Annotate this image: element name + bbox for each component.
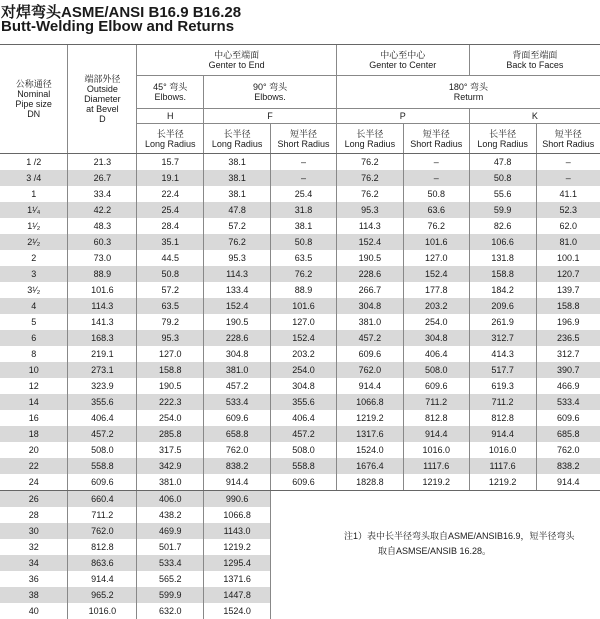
table-cell: 222.3 xyxy=(137,394,204,410)
table-cell: 28 xyxy=(0,507,68,523)
header-symbol-f: F xyxy=(204,109,337,124)
table-cell: 95.3 xyxy=(204,250,271,266)
empty-cell xyxy=(336,571,403,587)
table-cell: 76.2 xyxy=(403,218,469,234)
table-cell: 1066.8 xyxy=(336,394,403,410)
table-cell: 20 xyxy=(0,442,68,458)
empty-cell xyxy=(469,571,536,587)
table-cell: – xyxy=(271,170,337,186)
table-cell: 342.9 xyxy=(137,458,204,474)
table-cell: 63.5 xyxy=(137,298,204,314)
table-cell: 1016.0 xyxy=(403,442,469,458)
table-cell: 457.2 xyxy=(68,426,137,442)
table-cell: 533.4 xyxy=(204,394,271,410)
table-cell: 1 xyxy=(0,186,68,202)
table-cell: 381.0 xyxy=(336,314,403,330)
table-row xyxy=(0,346,600,362)
table-cell: 914.4 xyxy=(204,474,271,491)
table-cell: 141.3 xyxy=(68,314,137,330)
table-cell: – xyxy=(271,154,337,171)
table-cell: 184.2 xyxy=(469,282,536,298)
table-cell: 76.2 xyxy=(336,186,403,202)
table-cell: 28.4 xyxy=(137,218,204,234)
table-row xyxy=(0,154,600,171)
table-cell: 1066.8 xyxy=(204,507,271,523)
table-row xyxy=(0,314,600,330)
header-long-radius: 长半径 Long Radius xyxy=(137,124,204,154)
table-cell: 38.1 xyxy=(271,218,337,234)
table-cell: 466.9 xyxy=(536,378,600,394)
table-cell: 266.7 xyxy=(336,282,403,298)
table-cell: 21.3 xyxy=(68,154,137,171)
table-cell: 508.0 xyxy=(271,442,337,458)
table-row xyxy=(0,426,600,442)
table-cell: 355.6 xyxy=(68,394,137,410)
table-cell: 79.2 xyxy=(137,314,204,330)
header-45-elbow: 45° 弯头 Elbows. xyxy=(137,76,204,109)
table-cell: 50.8 xyxy=(469,170,536,186)
table-cell: 457.2 xyxy=(204,378,271,394)
table-cell: 1016.0 xyxy=(68,603,137,619)
table-row xyxy=(0,507,600,523)
table-cell: 914.4 xyxy=(469,426,536,442)
table-cell: 16 xyxy=(0,410,68,426)
table-cell: 228.6 xyxy=(204,330,271,346)
table-cell: 106.6 xyxy=(469,234,536,250)
table-row xyxy=(0,250,600,266)
table-cell: 254.0 xyxy=(403,314,469,330)
table-cell: 812.8 xyxy=(403,410,469,426)
table-cell: 26 xyxy=(0,491,68,508)
table-cell: 38.1 xyxy=(204,154,271,171)
table-cell: 55.6 xyxy=(469,186,536,202)
empty-cell xyxy=(271,603,337,619)
table-cell: 4 xyxy=(0,298,68,314)
table-cell: 30 xyxy=(0,523,68,539)
table-cell: 517.7 xyxy=(469,362,536,378)
table-cell: 381.0 xyxy=(204,362,271,378)
header-nominal-size: 公称通径 Nominal Pipe size DN xyxy=(0,45,68,154)
table-cell: 236.5 xyxy=(536,330,600,346)
table-cell: 1143.0 xyxy=(204,523,271,539)
empty-cell xyxy=(536,507,600,523)
table-cell: 50.8 xyxy=(271,234,337,250)
table-cell: 323.9 xyxy=(68,378,137,394)
table-cell: 139.7 xyxy=(536,282,600,298)
empty-cell xyxy=(336,491,403,508)
table-cell: 158.8 xyxy=(536,298,600,314)
header-short-radius: 短半径 Short Radius xyxy=(271,124,337,154)
table-cell: 101.6 xyxy=(271,298,337,314)
table-row xyxy=(0,170,600,186)
empty-cell xyxy=(271,555,337,571)
table-cell: 762.0 xyxy=(204,442,271,458)
table-cell: 38.1 xyxy=(204,186,271,202)
table-cell: 38 xyxy=(0,587,68,603)
header-90-elbow: 90° 弯头 Elbows. xyxy=(204,76,337,109)
table-cell: 632.0 xyxy=(137,603,204,619)
table-cell: 1 /2 xyxy=(0,154,68,171)
table-cell: 914.4 xyxy=(336,378,403,394)
table-cell: 1371.6 xyxy=(204,571,271,587)
table-row xyxy=(0,234,600,250)
table-cell: 1219.2 xyxy=(469,474,536,491)
empty-cell xyxy=(403,603,469,619)
table-cell: 685.8 xyxy=(536,426,600,442)
header-long-radius: 长半径 Long Radius xyxy=(204,124,271,154)
table-cell: 273.1 xyxy=(68,362,137,378)
table-cell: 304.8 xyxy=(271,378,337,394)
table-cell: 158.8 xyxy=(469,266,536,282)
table-cell: 317.5 xyxy=(137,442,204,458)
table-cell: 38.1 xyxy=(204,170,271,186)
table-cell: 3¹⁄₂ xyxy=(0,282,68,298)
table-cell: 19.1 xyxy=(137,170,204,186)
table-cell: 3 /4 xyxy=(0,170,68,186)
table-row xyxy=(0,362,600,378)
table-cell: 1447.8 xyxy=(204,587,271,603)
header-center-to-end: 中心至端面 Genter to End xyxy=(137,45,337,76)
table-cell: 533.4 xyxy=(137,555,204,571)
table-cell: 219.1 xyxy=(68,346,137,362)
table-cell: 658.8 xyxy=(204,426,271,442)
table-cell: 508.0 xyxy=(403,362,469,378)
table-cell: 101.6 xyxy=(68,282,137,298)
table-cell: 1524.0 xyxy=(204,603,271,619)
table-cell: 711.2 xyxy=(68,507,137,523)
table-cell: 1317.6 xyxy=(336,426,403,442)
table-cell: 50.8 xyxy=(137,266,204,282)
table-cell: 100.1 xyxy=(536,250,600,266)
table-cell: 228.6 xyxy=(336,266,403,282)
table-row xyxy=(0,202,600,218)
table-cell: – xyxy=(403,170,469,186)
table-cell: 762.0 xyxy=(336,362,403,378)
table-cell: 261.9 xyxy=(469,314,536,330)
table-row xyxy=(0,571,600,587)
table-cell: 62.0 xyxy=(536,218,600,234)
table-cell: 152.4 xyxy=(271,330,337,346)
header-outside-diameter: 端部外径 Outside Diameter at Bevel D xyxy=(68,45,137,154)
table-cell: 619.3 xyxy=(469,378,536,394)
empty-cell xyxy=(536,571,600,587)
table-cell: 131.8 xyxy=(469,250,536,266)
empty-cell xyxy=(469,603,536,619)
table-cell: 127.0 xyxy=(137,346,204,362)
table-cell: 48.3 xyxy=(68,218,137,234)
table-cell: 190.5 xyxy=(137,378,204,394)
table-cell: 609.6 xyxy=(336,346,403,362)
table-cell: 42.2 xyxy=(68,202,137,218)
table-cell: 254.0 xyxy=(271,362,337,378)
table-cell: 63.6 xyxy=(403,202,469,218)
table-cell: 40 xyxy=(0,603,68,619)
table-cell: 1295.4 xyxy=(204,555,271,571)
table-cell: 390.7 xyxy=(536,362,600,378)
table-cell: 76.2 xyxy=(336,170,403,186)
header-center-to-center: 中心至中心 Genter to Center xyxy=(336,45,469,76)
table-cell: 469.9 xyxy=(137,523,204,539)
table-row xyxy=(0,410,600,426)
table-cell: 127.0 xyxy=(271,314,337,330)
table-row xyxy=(0,442,600,458)
table-cell: 47.8 xyxy=(204,202,271,218)
table-row xyxy=(0,378,600,394)
table-cell: 5 xyxy=(0,314,68,330)
table-cell: 33.4 xyxy=(68,186,137,202)
empty-cell xyxy=(336,507,403,523)
table-cell: – xyxy=(536,154,600,171)
title-en: Butt-Welding Elbow and Returns xyxy=(1,18,234,35)
table-cell: 304.8 xyxy=(336,298,403,314)
empty-cell xyxy=(403,507,469,523)
table-cell: 88.9 xyxy=(68,266,137,282)
table-cell: 196.9 xyxy=(536,314,600,330)
table-cell: 101.6 xyxy=(403,234,469,250)
table-cell: 35.1 xyxy=(137,234,204,250)
header-long-radius: 长半径 Long Radius xyxy=(336,124,403,154)
empty-cell xyxy=(403,491,469,508)
table-row xyxy=(0,186,600,202)
table-cell: 406.0 xyxy=(137,491,204,508)
header-180-return: 180° 弯头 Returm xyxy=(336,76,600,109)
table-cell: 209.6 xyxy=(469,298,536,314)
table-cell: 609.6 xyxy=(536,410,600,426)
table-cell: 14 xyxy=(0,394,68,410)
header-back-to-faces: 背面至端面 Back to Faces xyxy=(469,45,600,76)
table-cell: 1¹⁄₂ xyxy=(0,218,68,234)
table-cell: 1219.2 xyxy=(336,410,403,426)
table-cell: 609.6 xyxy=(403,378,469,394)
table-cell: 50.8 xyxy=(403,186,469,202)
table-cell: 304.8 xyxy=(204,346,271,362)
table-cell: 609.6 xyxy=(204,410,271,426)
table-cell: 22 xyxy=(0,458,68,474)
table-cell: 63.5 xyxy=(271,250,337,266)
table-cell: 120.7 xyxy=(536,266,600,282)
table-cell: 414.3 xyxy=(469,346,536,362)
table-cell: 31.8 xyxy=(271,202,337,218)
table-cell: 838.2 xyxy=(204,458,271,474)
table-cell: 312.7 xyxy=(469,330,536,346)
table-cell: 152.4 xyxy=(336,234,403,250)
table-cell: 1524.0 xyxy=(336,442,403,458)
table-cell: 965.2 xyxy=(68,587,137,603)
table-cell: 6 xyxy=(0,330,68,346)
table-cell: 95.3 xyxy=(336,202,403,218)
table-cell: 457.2 xyxy=(271,426,337,442)
header-symbol-k: K xyxy=(469,109,600,124)
footnote xyxy=(344,529,575,559)
header-symbol-h: H xyxy=(137,109,204,124)
table-cell: 711.2 xyxy=(469,394,536,410)
table-cell: 660.4 xyxy=(68,491,137,508)
table-row xyxy=(0,394,600,410)
header-short-radius: 短半径 Short Radius xyxy=(536,124,600,154)
table-cell: 81.0 xyxy=(536,234,600,250)
table-cell: 406.4 xyxy=(271,410,337,426)
table-cell: 57.2 xyxy=(137,282,204,298)
table-cell: 114.3 xyxy=(68,298,137,314)
table-cell: 57.2 xyxy=(204,218,271,234)
table-cell: 52.3 xyxy=(536,202,600,218)
table-cell: 406.4 xyxy=(403,346,469,362)
table-cell: 1016.0 xyxy=(469,442,536,458)
table-row xyxy=(0,474,600,491)
table-cell: 190.5 xyxy=(204,314,271,330)
table-cell: 76.2 xyxy=(271,266,337,282)
table-cell: 254.0 xyxy=(137,410,204,426)
table-cell: 1117.6 xyxy=(469,458,536,474)
table-cell: 203.2 xyxy=(271,346,337,362)
table-cell: 114.3 xyxy=(336,218,403,234)
table-cell: 177.8 xyxy=(403,282,469,298)
table-row xyxy=(0,218,600,234)
table-cell: 168.3 xyxy=(68,330,137,346)
empty-cell xyxy=(403,571,469,587)
table-cell: 762.0 xyxy=(68,523,137,539)
table-cell: 76.2 xyxy=(336,154,403,171)
table-cell: 12 xyxy=(0,378,68,394)
table-cell: 95.3 xyxy=(137,330,204,346)
table-cell: 152.4 xyxy=(403,266,469,282)
table-cell: 508.0 xyxy=(68,442,137,458)
empty-cell xyxy=(271,491,337,508)
table-cell: 2¹⁄₂ xyxy=(0,234,68,250)
table-cell: 8 xyxy=(0,346,68,362)
table-cell: 203.2 xyxy=(403,298,469,314)
empty-cell xyxy=(271,523,337,539)
table-cell: 863.6 xyxy=(68,555,137,571)
empty-cell xyxy=(271,507,337,523)
table-row xyxy=(0,458,600,474)
table-cell: 152.4 xyxy=(204,298,271,314)
table-cell: 312.7 xyxy=(536,346,600,362)
table-cell: 34 xyxy=(0,555,68,571)
table-cell: 1117.6 xyxy=(403,458,469,474)
empty-cell xyxy=(271,571,337,587)
footnote-line-2: 取自ASMSE/ANSIB 16.28。 xyxy=(344,544,575,559)
header-symbol-p: P xyxy=(336,109,469,124)
empty-cell xyxy=(469,491,536,508)
table-cell: 355.6 xyxy=(271,394,337,410)
empty-cell xyxy=(469,507,536,523)
table-row xyxy=(0,603,600,619)
table-row xyxy=(0,330,600,346)
table-cell: 285.8 xyxy=(137,426,204,442)
table-cell: 114.3 xyxy=(204,266,271,282)
table-cell: 26.7 xyxy=(68,170,137,186)
table-cell: 812.8 xyxy=(469,410,536,426)
table-cell: 1219.2 xyxy=(204,539,271,555)
table-cell: 47.8 xyxy=(469,154,536,171)
header-long-radius: 长半径 Long Radius xyxy=(469,124,536,154)
empty-cell xyxy=(536,603,600,619)
table-cell: 133.4 xyxy=(204,282,271,298)
table-cell: 565.2 xyxy=(137,571,204,587)
table-cell: 812.8 xyxy=(68,539,137,555)
table-cell: 15.7 xyxy=(137,154,204,171)
table-cell: 990.6 xyxy=(204,491,271,508)
table-cell: 304.8 xyxy=(403,330,469,346)
title-cn: 对焊弯头ASME/ANSI B16.9 B16.28 xyxy=(1,1,241,22)
table-cell: 18 xyxy=(0,426,68,442)
table-cell: 381.0 xyxy=(137,474,204,491)
table-row xyxy=(0,491,600,508)
table-cell: 3 xyxy=(0,266,68,282)
footnote-line-1: 注1）表中长半径弯头取自ASME/ANSIB16.9，短半径弯头 xyxy=(344,529,575,544)
table-cell: 41.1 xyxy=(536,186,600,202)
table-cell: 609.6 xyxy=(68,474,137,491)
table-cell: 558.8 xyxy=(271,458,337,474)
table-cell: 158.8 xyxy=(137,362,204,378)
table-cell: 1¹⁄₄ xyxy=(0,202,68,218)
table-cell: 73.0 xyxy=(68,250,137,266)
table-row xyxy=(0,298,600,314)
table-row xyxy=(0,282,600,298)
table-cell: 406.4 xyxy=(68,410,137,426)
table-cell: 609.6 xyxy=(271,474,337,491)
empty-cell xyxy=(336,603,403,619)
table-cell: 24 xyxy=(0,474,68,491)
table-cell: 22.4 xyxy=(137,186,204,202)
table-cell: 438.2 xyxy=(137,507,204,523)
table-cell: 36 xyxy=(0,571,68,587)
table-cell: 1219.2 xyxy=(403,474,469,491)
table-cell: 1828.8 xyxy=(336,474,403,491)
table-cell: – xyxy=(403,154,469,171)
table-cell: 914.4 xyxy=(536,474,600,491)
header-short-radius: 短半径 Short Radius xyxy=(403,124,469,154)
table-cell: 558.8 xyxy=(68,458,137,474)
table-cell: 25.4 xyxy=(137,202,204,218)
empty-cell xyxy=(271,539,337,555)
table-cell: 82.6 xyxy=(469,218,536,234)
table-cell: 10 xyxy=(0,362,68,378)
table-cell: 60.3 xyxy=(68,234,137,250)
table-cell: 88.9 xyxy=(271,282,337,298)
empty-cell xyxy=(536,491,600,508)
table-cell: 501.7 xyxy=(137,539,204,555)
table-cell: 76.2 xyxy=(204,234,271,250)
table-cell: 127.0 xyxy=(403,250,469,266)
table-cell: 59.9 xyxy=(469,202,536,218)
table-cell: 457.2 xyxy=(336,330,403,346)
table-cell: 2 xyxy=(0,250,68,266)
table-cell: 1676.4 xyxy=(336,458,403,474)
table-cell: 190.5 xyxy=(336,250,403,266)
table-cell: 914.4 xyxy=(403,426,469,442)
table-cell: – xyxy=(536,170,600,186)
table-cell: 32 xyxy=(0,539,68,555)
table-cell: 533.4 xyxy=(536,394,600,410)
table-row xyxy=(0,266,600,282)
table-cell: 914.4 xyxy=(68,571,137,587)
table-cell: 711.2 xyxy=(403,394,469,410)
table-cell: 599.9 xyxy=(137,587,204,603)
table-cell: 25.4 xyxy=(271,186,337,202)
table-cell: 44.5 xyxy=(137,250,204,266)
table-cell: 762.0 xyxy=(536,442,600,458)
table-cell: 838.2 xyxy=(536,458,600,474)
